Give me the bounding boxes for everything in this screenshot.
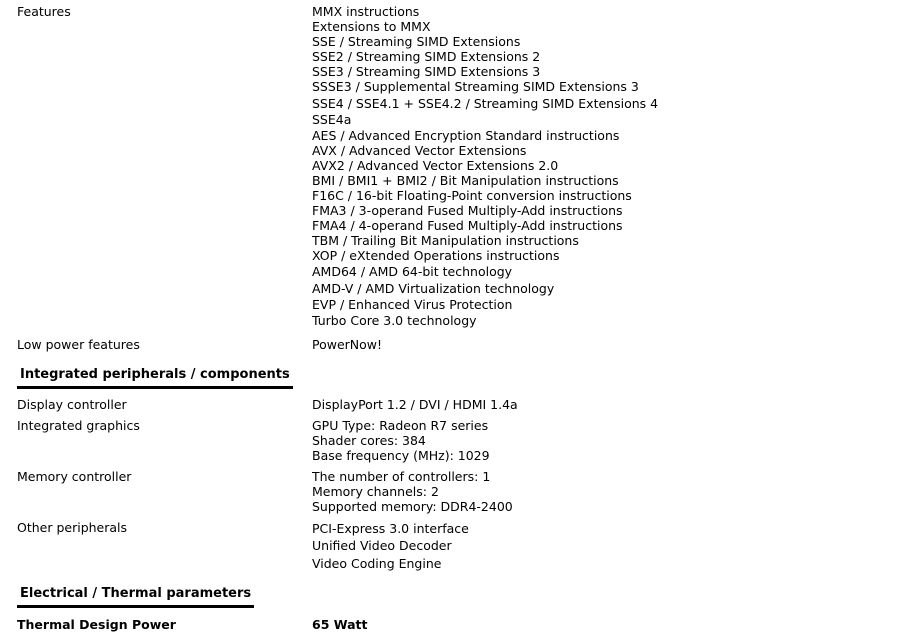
electrical-thermal-heading: Electrical / Thermal parameters (17, 586, 254, 608)
feature-item: SSSE3 / Supplemental Streaming SIMD Extensions 3 (312, 79, 639, 94)
other-peripherals-label: Other peripherals (17, 520, 128, 535)
feature-item: BMI / BMI1 + BMI2 / Bit Manipulation instructions (312, 173, 619, 188)
feature-item: AES / Advanced Encryption Standard instructions (312, 128, 620, 143)
low-power-label: Low power features (17, 337, 140, 352)
other-peripherals-item: PCI-Express 3.0 interface (312, 521, 469, 536)
low-power-values (312, 337, 382, 352)
other-peripherals-item: Unified Video Decoder (312, 538, 452, 553)
feature-item: XOP / eXtended Operations instructions (312, 248, 560, 263)
feature-item: MMX instructions (312, 4, 420, 19)
memory-controller-label: Memory controller (17, 469, 132, 484)
display-controller-value: DisplayPort 1.2 / DVI / HDMI 1.4a (312, 397, 518, 412)
other-peripherals-item: Video Coding Engine (312, 556, 442, 571)
feature-item: EVP / Enhanced Virus Protection (312, 297, 513, 312)
feature-item: AMD64 / AMD 64-bit technology (312, 264, 513, 279)
tdp-label: Thermal Design Power (17, 617, 176, 632)
memory-controller-list (312, 469, 513, 514)
feature-item: Turbo Core 3.0 technology (312, 313, 477, 328)
feature-item: AMD-V / AMD Virtualization technology (312, 281, 555, 296)
integrated-graphics-item: Base frequency (MHz): 1029 (312, 448, 490, 463)
memory-controller-item: Memory channels: 2 (312, 484, 439, 499)
tdp-value: 65 Watt (312, 617, 368, 632)
integrated-graphics-item: GPU Type: Radeon R7 series (312, 418, 489, 433)
feature-item: SSE4a (312, 112, 352, 127)
feature-item: FMA4 / 4-operand Fused Multiply-Add instructions (312, 218, 623, 233)
integrated-peripherals-heading: Integrated peripherals / components (17, 367, 293, 389)
feature-item: SSE / Streaming SIMD Extensions (312, 34, 521, 49)
feature-item: SSE3 / Streaming SIMD Extensions 3 (312, 64, 541, 79)
feature-item: SSE4 / SSE4.1 + SSE4.2 / Streaming SIMD Extensions 4 (312, 96, 659, 111)
tdp-values (312, 617, 367, 632)
feature-item: SSE2 / Streaming SIMD Extensions 2 (312, 49, 541, 64)
memory-controller-item: The number of controllers: 1 (312, 469, 491, 484)
feature-item: AVX / Advanced Vector Extensions (312, 143, 527, 158)
feature-item: AVX2 / Advanced Vector Extensions 2.0 (312, 158, 559, 173)
integrated-graphics-item: Shader cores: 384 (312, 433, 426, 448)
integrated-graphics-label: Integrated graphics (17, 418, 140, 433)
other-peripherals-list (312, 520, 469, 572)
display-controller-values (312, 397, 518, 412)
features-list (312, 4, 658, 328)
feature-item: TBM / Trailing Bit Manipulation instructions (312, 233, 579, 248)
feature-item: F16C / 16-bit Floating-Point conversion instructions (312, 188, 632, 203)
display-controller-label: Display controller (17, 397, 127, 412)
low-power-value: PowerNow! (312, 337, 383, 352)
integrated-graphics-list (312, 418, 490, 463)
feature-item: FMA3 / 3-operand Fused Multiply-Add instructions (312, 203, 623, 218)
features-label: Features (17, 4, 71, 19)
memory-controller-item: Supported memory: DDR4-2400 (312, 499, 513, 514)
feature-item: Extensions to MMX (312, 19, 431, 34)
